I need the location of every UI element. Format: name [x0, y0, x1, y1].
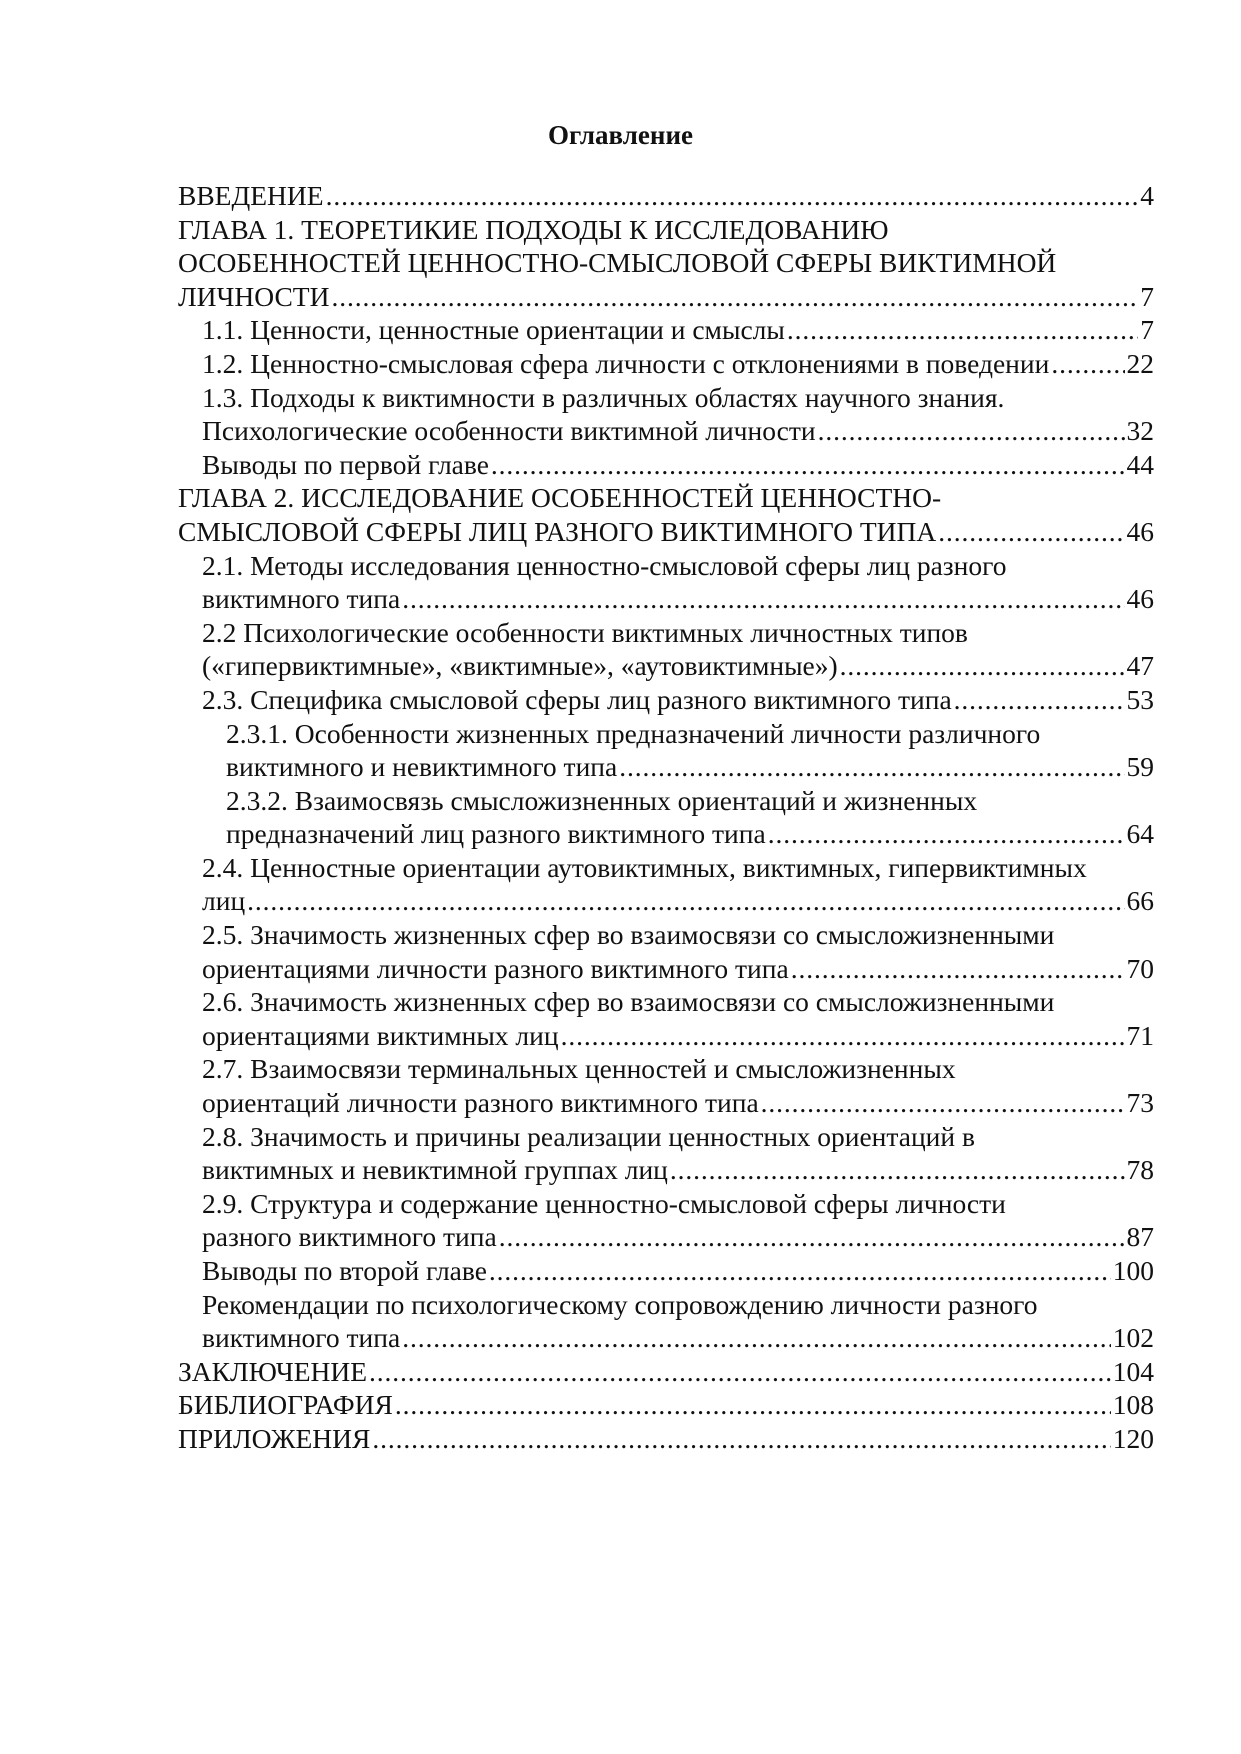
toc-entry [178, 851, 1154, 918]
toc-page-number: 104 [1112, 1355, 1154, 1387]
toc-entry [178, 1254, 1154, 1288]
toc-page-number: 108 [1112, 1389, 1154, 1421]
dot-leader [491, 448, 1125, 482]
dot-leader [402, 1321, 1111, 1355]
dot-leader [1051, 347, 1124, 381]
toc-entry-row [226, 750, 1154, 784]
toc-entry-text: предназначений лиц разного виктимного типа [226, 818, 766, 850]
toc-page-number: 66 [1126, 885, 1154, 917]
toc-entry-line: Рекомендации по психологическому сопровождению личности разного [202, 1288, 1038, 1320]
dot-leader [840, 649, 1125, 683]
dot-leader [619, 750, 1124, 784]
dot-leader [761, 1086, 1125, 1120]
dot-leader [331, 280, 1138, 314]
toc-page-number: 46 [1126, 515, 1154, 547]
toc-entry-text: БИБЛИОГРАФИЯ [178, 1389, 393, 1421]
toc-page-number: 7 [1140, 280, 1154, 312]
toc-entry-row [202, 884, 1154, 918]
dot-leader [499, 1220, 1125, 1254]
toc-entry [178, 985, 1154, 1052]
toc-entry-text: ориентаций личности разного виктимного типа [202, 1087, 759, 1119]
toc-page-number: 64 [1126, 818, 1154, 850]
toc-entry-text: Выводы по первой главе [202, 448, 489, 480]
dot-leader [670, 1153, 1125, 1187]
toc-entry [178, 213, 1154, 314]
toc-entry-line: 2.3.2. Взаимосвязь смысложизненных ориентаций и жизненных [226, 784, 978, 816]
toc-page-number: 44 [1126, 448, 1154, 480]
toc-page-number: 102 [1112, 1322, 1154, 1354]
toc-entry-row [202, 414, 1154, 448]
toc-entry-line: 2.8. Значимость и причины реализации ценностных ориентаций в [202, 1120, 975, 1152]
toc-entry-text: 2.3. Специфика смысловой сферы лиц разного виктимного типа [202, 683, 952, 715]
toc-entry-text: виктимных и невиктимной группах лиц [202, 1154, 668, 1186]
dot-leader [938, 515, 1124, 549]
dot-leader [372, 1422, 1110, 1456]
toc-entry-line: 1.3. Подходы к виктимности в различных областях научного знания. [202, 381, 1005, 413]
toc-entry-row [202, 313, 1154, 347]
toc-entry-text: лиц [202, 885, 246, 917]
toc-entry-row [202, 1019, 1154, 1053]
toc-entry [178, 1422, 1154, 1456]
toc-entry [178, 683, 1154, 717]
toc-entry [178, 1120, 1154, 1187]
toc-entry-row [226, 817, 1154, 851]
toc-entry-text: 1.1. Ценности, ценностные ориентации и смыслы [202, 314, 785, 346]
toc-entry [178, 918, 1154, 985]
toc-entry-row [178, 515, 1154, 549]
toc-entry-row [178, 1355, 1154, 1389]
toc-entry-line: 2.3.1. Особенности жизненных предназначений личности различного [226, 717, 1041, 749]
toc-entry [178, 1388, 1154, 1422]
dot-leader [954, 683, 1125, 717]
toc-page-number: 78 [1126, 1154, 1154, 1186]
dot-leader [326, 179, 1139, 213]
dot-leader [247, 884, 1124, 918]
dot-leader [818, 414, 1125, 448]
toc-entry-text: ВВЕДЕНИЕ [178, 180, 324, 211]
toc-entry-line: ОСОБЕННОСТЕЙ ЦЕННОСТНО-СМЫСЛОВОЙ СФЕРЫ ВИКТИМНОЙ [178, 247, 1057, 279]
dot-leader [791, 952, 1125, 986]
toc-entry-row [202, 649, 1154, 683]
toc-entry-row [202, 1321, 1154, 1355]
dot-leader [402, 582, 1124, 616]
toc-entry-line: 2.7. Взаимосвязи терминальных ценностей и смысложизненных [202, 1053, 956, 1085]
toc-entry-row [202, 683, 1154, 717]
toc-page-number: 53 [1126, 683, 1154, 715]
toc-page-number: 70 [1126, 952, 1154, 984]
toc-page-number: 120 [1112, 1422, 1154, 1454]
toc-entry [178, 1187, 1154, 1254]
toc-page-number: 4 [1140, 180, 1154, 211]
dot-leader [768, 817, 1125, 851]
toc-entry [178, 616, 1154, 683]
toc-entry-row [178, 179, 1154, 213]
toc-entry [178, 448, 1154, 482]
toc-entry-text: разного виктимного типа [202, 1221, 497, 1253]
toc-entry [178, 784, 1154, 851]
toc-entry-row [202, 1153, 1154, 1187]
toc-entry [178, 1052, 1154, 1119]
toc-entry [178, 1355, 1154, 1389]
toc-entry-text: ЗАКЛЮЧЕНИЕ [178, 1355, 368, 1387]
toc-page-number: 22 [1126, 347, 1154, 379]
toc-entry-text: виктимного типа [202, 1322, 401, 1354]
dot-leader [787, 313, 1138, 347]
toc-entry-text: ПРИЛОЖЕНИЯ [178, 1422, 371, 1454]
toc-entry-row [178, 1388, 1154, 1422]
toc-entry-row [202, 952, 1154, 986]
toc-page-number: 59 [1126, 751, 1154, 783]
toc-entry [178, 313, 1154, 347]
toc-entry [178, 1288, 1154, 1355]
toc-entry-line: 2.1. Методы исследования ценностно-смысловой сферы лиц разного [202, 549, 1007, 581]
toc-entry-text: виктимного типа [202, 583, 401, 615]
toc-page-number: 7 [1140, 314, 1154, 346]
toc-entry-line: ГЛАВА 1. ТЕОРЕТИКИЕ ПОДХОДЫ К ИССЛЕДОВАНИЮ [178, 213, 889, 245]
toc-entry-text: виктимного и невиктимного типа [226, 751, 618, 783]
dot-leader [395, 1388, 1111, 1422]
toc-entry-text: ориентациями виктимных лиц [202, 1019, 559, 1051]
toc-entry-line: 2.6. Значимость жизненных сфер во взаимосвязи со смысложизненными [202, 986, 1055, 1018]
toc-entry-line: 2.2 Психологические особенности виктимных личностных типов [202, 616, 968, 648]
toc-entry [178, 179, 1154, 213]
toc-entry-text: СМЫСЛОВОЙ СФЕРЫ ЛИЦ РАЗНОГО ВИКТИМНОГО ТИПА [178, 515, 937, 547]
toc-page-number: 32 [1126, 415, 1154, 447]
toc-entry-text: ориентациями личности разного виктимного типа [202, 952, 789, 984]
toc-entry-text: ЛИЧНОСТИ [178, 280, 330, 312]
toc-entry-text: («гипервиктимные», «виктимные», «аутовиктимные») [202, 650, 838, 682]
toc-entry-text: Психологические особенности виктимной личности [202, 415, 816, 447]
toc-entry-row [202, 1220, 1154, 1254]
toc-entry [178, 381, 1154, 448]
toc-entry-row [202, 448, 1154, 482]
table-of-contents [178, 179, 1154, 1456]
toc-entry-row [202, 582, 1154, 616]
toc-entry-row [202, 347, 1154, 381]
toc-page-number: 47 [1126, 650, 1154, 682]
toc-page-number: 87 [1126, 1221, 1154, 1253]
toc-entry-line: ГЛАВА 2. ИССЛЕДОВАНИЕ ОСОБЕННОСТЕЙ ЦЕННОСТНО- [178, 482, 942, 514]
toc-entry-row [202, 1086, 1154, 1120]
toc-page-number: 73 [1126, 1087, 1154, 1119]
toc-entry-line: 2.5. Значимость жизненных сфер во взаимосвязи со смысложизненными [202, 919, 1055, 951]
toc-entry [178, 717, 1154, 784]
toc-entry [178, 481, 1154, 548]
toc-entry [178, 549, 1154, 616]
toc-title: Оглавление [548, 120, 693, 150]
toc-page-number: 71 [1126, 1019, 1154, 1051]
toc-page-number: 46 [1126, 583, 1154, 615]
toc-entry-row [178, 280, 1154, 314]
toc-page-number: 100 [1112, 1255, 1154, 1286]
toc-entry [178, 347, 1154, 381]
dot-leader [561, 1019, 1125, 1053]
dot-leader [489, 1254, 1111, 1288]
toc-entry-line: 2.4. Ценностные ориентации аутовиктимных, виктимных, гипервиктимных [202, 851, 1087, 883]
toc-entry-text: Выводы по второй главе [202, 1255, 487, 1286]
dot-leader [369, 1355, 1111, 1389]
toc-entry-text: 1.2. Ценностно-смысловая сфера личности с отклонениями в поведении [202, 347, 1050, 379]
toc-entry-row [178, 1422, 1154, 1456]
toc-entry-line: 2.9. Структура и содержание ценностно-смысловой сферы личности [202, 1187, 1006, 1219]
toc-entry-row [202, 1254, 1154, 1288]
